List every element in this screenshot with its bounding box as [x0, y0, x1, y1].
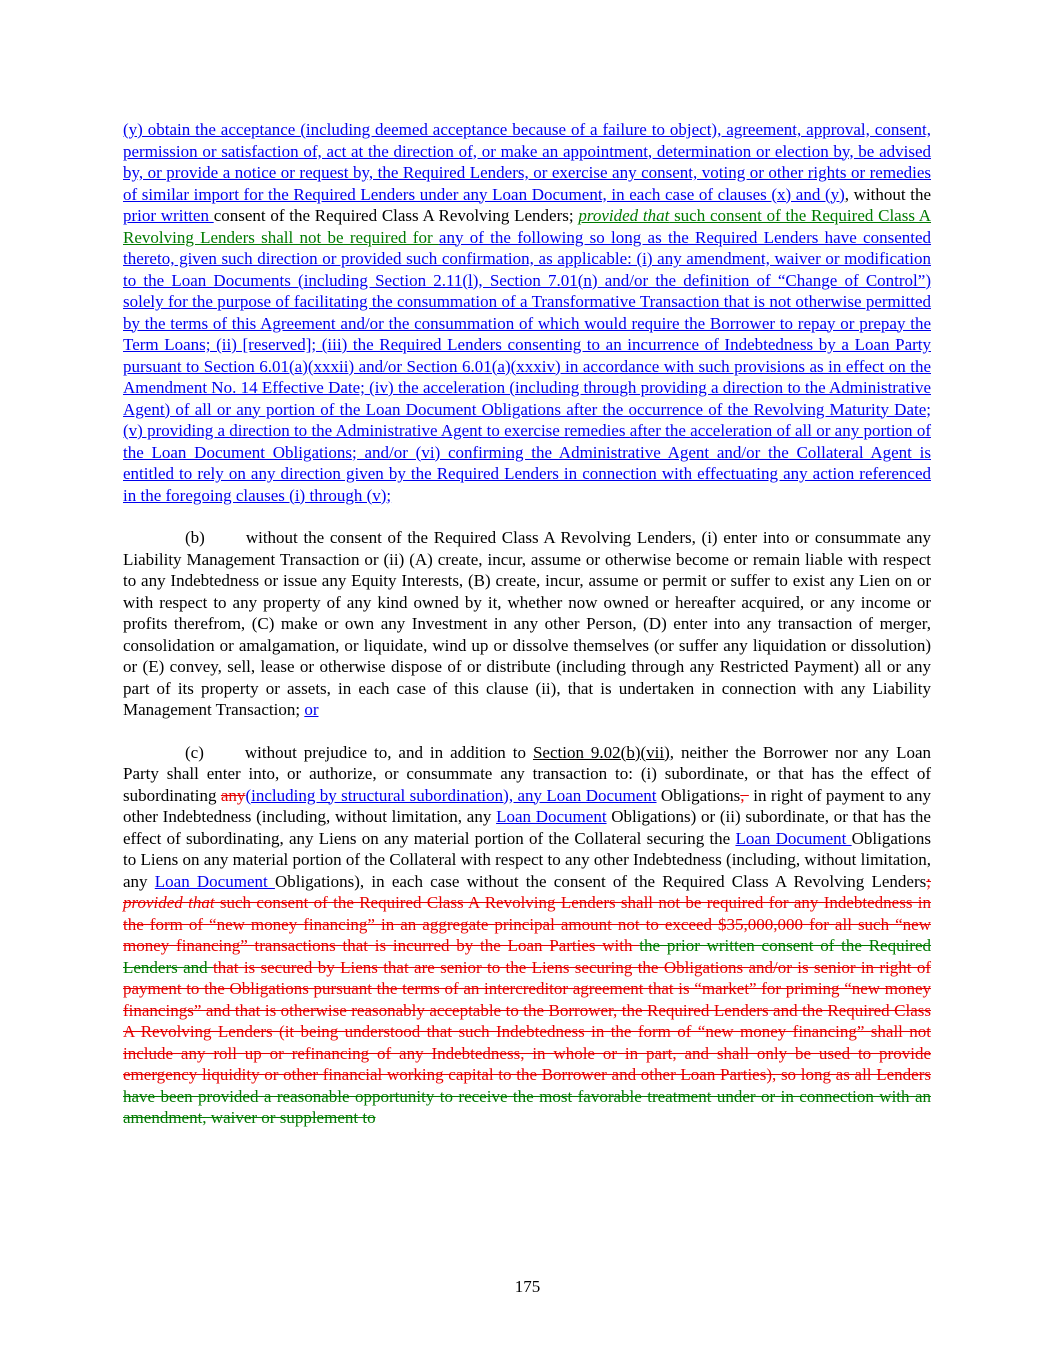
text-run: Obligations to Liens on any material portion of the Collateral with respect to any other Indebtedness (including, without limitation, any: [123, 828, 931, 891]
text-run: any: [220, 785, 246, 805]
paragraph-y-clause: [123, 119, 931, 506]
text-run: provided that: [123, 893, 215, 912]
text-run: Obligations) or (ii) subordinate, or that has the effect of subordinating, any Liens on any material portion of the Collateral securing the: [123, 807, 931, 848]
text-run: (including by structural subordination), any Loan Document: [245, 785, 657, 805]
page-number: 175: [514, 1277, 541, 1296]
text-run: Obligations: [656, 785, 741, 805]
text-run: (b): [185, 528, 205, 547]
text-run: or: [304, 700, 319, 719]
text-run: ,: [740, 785, 749, 805]
text-run: any of the following so long as the Required Lenders have consented thereto, given such direction or provided such confirmation, as applicable: (i) any amendment, waiver or modification to the Loan Documents (including Section 2.11(l), Section 7.01(n) and/or the definition of “Change of Control”) solely for the purpose of facilitating the consummation of a Transformative Transaction that is not otherwise permitted by the terms of this Agreement and/or the consummation of which would require the Borrower to repay or prepay the Term Loans; (ii) [reserved]; (iii) the Required Lenders consenting to an incurrence of Indebtedness by a Loan Party pursuant to Section 6.01(a)(xxxii) and/or Section 6.01(a)(xxxiv) in accordance with such provisions as in effect on the Amendment No. 14 Effective Date; (iv) the acceleration (including through providing a direction to the Administrative Agent) of all or any portion of the Loan Document Obligations after the occurrence of the Revolving Maturity Date; (v) providing a direction to the Administrative Agent to exercise remedies after the acceleration of all or any portion of the Loan Document Obligations; and/or (vi) confirming the Administrative Agent and/or the Collateral Agent is entitled to rely on any direction given by the Required Lenders in connection with effectuating any action referenced in the foregoing clauses (i) through (v);: [123, 227, 932, 505]
text-run: consent of the Required Class A Revolving Lenders;: [213, 206, 579, 225]
document-body: [123, 119, 931, 1150]
text-run: (y) obtain the acceptance (including deemed acceptance because of a failure to object), agreement, approval, consent, permission or satisfaction of, act at the direction of, or make an appointment, determination or election by, be advised by, or provide a notice or request by, the Required Lenders, or exercise any consent, voting or other rights or remedies of similar import for the Required Lenders under any Loan Document, in each case of clauses (x) and (y): [123, 120, 931, 204]
text-run: have been provided a reasonable opportunity to receive the most favorable treatment under or in connection with an amendment, waiver or supplement to: [123, 1086, 931, 1127]
text-run: Loan Document: [154, 871, 275, 891]
text-run: such consent of the Required Class A Revolving Lenders shall not be required for: [123, 206, 932, 247]
text-run: ;: [926, 871, 931, 891]
text-run: the prior written consent of the Required Lenders and: [123, 936, 932, 977]
text-run: Loan Document: [735, 828, 852, 848]
text-run: (c): [185, 742, 204, 762]
paragraph-b: [123, 527, 931, 721]
text-run: provided that: [578, 206, 670, 225]
text-run: that is secured by Liens that are senior to the Liens securing the Obligations and/or is senior in right of payment to the Obligations pursuant the terms of an intercreditor agreement that is “market” for priming “new money financings” and that is otherwise reasonably acceptable to the Borrower, the Required Lenders and the Required Class A Revolving Lenders (it being understood that such Indebtedness in the form of “new money financing” shall not include any roll up or refinancing of any Indebtedness, in whole or in part, and shall only be used to provide emergency liquidity or other financial working capital to the Borrower and other Loan Parties), so long as all Lenders: [123, 957, 931, 1084]
text-run: such consent of the Required Class A Revolving Lenders shall not be required for any Indebtedness in the form of “new money financing” in an aggregate principal amount not to exceed $35,000,000 for all such “new money financing” transactions that is incurred by the Loan Parties with: [123, 893, 932, 955]
text-run: Loan Document: [496, 807, 607, 826]
text-run: , without the: [844, 184, 931, 204]
text-run: prior written: [123, 206, 214, 225]
text-run: in right of payment to any other Indebtedness (including, without limitation, any: [123, 785, 931, 826]
text-run: Section 9.02(b)(vii): [532, 742, 670, 762]
paragraph-c: [123, 742, 931, 1129]
text-run: without prejudice to, and in addition to: [244, 742, 533, 762]
text-run: , neither the Borrower nor any Loan Party shall enter into, or authorize, or consummate any transaction to: (i) subordinate, or that has the effect of subordinating: [123, 742, 931, 805]
text-run: without the consent of the Required Class A Revolving Lenders, (i) enter into or consummate any Liability Management Transaction or (ii) (A) create, incur, assume or otherwise become or remain liable with respect to any Indebtedness or issue any Equity Interests, (B) create, incur, assume or permit or suffer to exist any Lien on or with respect to any property of any kind owned by it, whether now owned or hereafter acquired, or any income or profits therefrom, (C) make or own any Investment in any other Person, (D) enter into any transaction of merger, consolidation or amalgamation, or liquidate, wind up or dissolve themselves (or suffer any liquidation or dissolution) or (E) convey, sell, lease or otherwise dispose of or distribute (including through any Restricted Payment) all or any part of its property or assets, in each case of this clause (ii), that is undertaken in connection with any Liability Management Transaction;: [123, 528, 931, 719]
text-run: Obligations), in each case without the consent of the Required Class A Revolving Lenders: [274, 871, 927, 891]
